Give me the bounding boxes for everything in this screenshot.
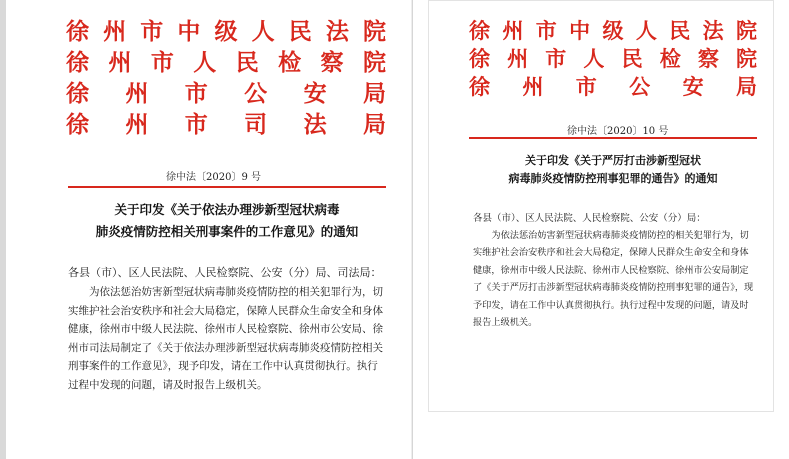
body-paragraph: 为依法惩治妨害新型冠状病毒肺炎疫情防控的相关犯罪行为，切实维护社会治安秩序和社会大局稳定，保障人民群众生命安全和身体健康，徐州市中级人民法院、徐州市人民检察院、徐州市公安局、徐州市司法局制定了《关于依法办理涉新型冠状病毒肺炎疫情防控相关刑事案件的工作意见》，现予印发，请在工作中认真贯彻执行。执行过程中发现的问题，请及时报告上级机关。 [68, 286, 383, 391]
masthead-character: 徐 [469, 74, 490, 99]
masthead-character: 法 [325, 18, 349, 45]
body-text [68, 283, 386, 395]
masthead-character: 院 [735, 46, 757, 71]
masthead-character: 徐 [469, 46, 490, 71]
masthead-character: 察 [320, 49, 344, 76]
masthead-character: 中 [569, 18, 591, 43]
masthead-character: 徐 [469, 18, 490, 43]
document-number: 徐中法〔2020〕9 号 [166, 172, 261, 183]
masthead-character: 安 [303, 80, 327, 107]
masthead-character: 安 [682, 74, 704, 99]
masthead-character: 局 [362, 80, 386, 107]
masthead-character: 市 [545, 46, 567, 71]
masthead-character: 徐 [66, 18, 89, 45]
masthead-character: 市 [140, 18, 164, 45]
masthead-character: 院 [362, 49, 386, 76]
masthead-character: 州 [103, 18, 127, 45]
masthead-character: 民 [235, 49, 259, 76]
masthead-character: 市 [184, 80, 208, 107]
masthead-character: 法 [303, 111, 327, 138]
page-separator [412, 0, 413, 459]
body-paragraph: 为依法惩治妨害新型冠状病毒肺炎疫情防控的相关犯罪行为，切实维护社会治安秩序和社会大局稳定，保障人民群众生命安全和身体健康，徐州市中级人民法院、徐州市人民检察院、徐州市公安局制定了《关于严厉打击涉新型冠状病毒肺炎疫情防控刑事犯罪的通告》，现予印发，请在工作中认真贯彻执行。执行过程中发现的问题，请及时报告上级机关。 [473, 230, 754, 329]
masthead-character: 公 [629, 74, 651, 99]
masthead-character: 人 [635, 18, 657, 43]
masthead-character: 州 [522, 74, 544, 99]
masthead-character: 民 [621, 46, 643, 71]
masthead-character: 州 [502, 18, 524, 43]
masthead-character: 州 [108, 49, 132, 76]
masthead-character: 州 [507, 46, 529, 71]
masthead-character: 司 [244, 111, 268, 138]
masthead-character: 人 [251, 18, 275, 45]
masthead-agencies [469, 17, 757, 101]
agency-line [469, 73, 757, 101]
masthead-character: 级 [602, 18, 624, 43]
masthead-character: 局 [735, 74, 757, 99]
title-line: 关于印发《关于依法办理涉新型冠状病毒 [114, 202, 340, 217]
masthead-character: 中 [177, 18, 201, 45]
salutation: 各县（市）、区人民法院、人民检察院、公安（分）局： [473, 213, 706, 224]
masthead-agencies [66, 16, 386, 140]
masthead-character: 检 [659, 46, 681, 71]
right-document-page [428, 0, 774, 412]
body-text [473, 227, 757, 331]
masthead-character: 局 [362, 111, 386, 138]
masthead-character: 州 [125, 80, 149, 107]
title-line: 肺炎疫情防控相关刑事案件的工作意见》的通知 [95, 224, 359, 239]
masthead-character: 民 [288, 18, 312, 45]
agency-line [66, 47, 386, 78]
red-divider-line [469, 137, 757, 139]
masthead-character: 院 [736, 18, 757, 43]
masthead-character: 法 [702, 18, 724, 43]
agency-line [66, 78, 386, 109]
masthead-character: 市 [184, 111, 208, 138]
masthead-character: 民 [669, 18, 691, 43]
masthead-character: 察 [697, 46, 719, 71]
masthead-character: 检 [278, 49, 302, 76]
masthead-character: 市 [575, 74, 597, 99]
agency-line [469, 17, 757, 45]
salutation: 各县（市）、区人民法院、人民检察院、公安（分）局、司法局： [68, 266, 382, 279]
masthead-character: 州 [125, 111, 149, 138]
masthead-character: 徐 [66, 49, 89, 76]
title-line: 关于印发《关于严厉打击涉新型冠状 [525, 154, 701, 167]
document-number: 徐中法〔2020〕10 号 [567, 126, 669, 137]
agency-line [469, 45, 757, 73]
masthead-character: 市 [535, 18, 557, 43]
agency-line [66, 16, 386, 47]
masthead-character: 院 [363, 18, 386, 45]
masthead-character: 徐 [66, 111, 89, 138]
red-divider-line [68, 186, 386, 188]
masthead-character: 人 [193, 49, 217, 76]
masthead-character: 徐 [66, 80, 89, 107]
masthead-character: 公 [244, 80, 268, 107]
masthead-character: 市 [150, 49, 174, 76]
agency-line [66, 109, 386, 140]
document-title [68, 199, 386, 243]
masthead-character: 级 [214, 18, 238, 45]
masthead-character: 人 [583, 46, 605, 71]
document-title [469, 152, 757, 188]
title-line: 病毒肺炎疫情防控刑事犯罪的通告》的通知 [508, 172, 718, 185]
